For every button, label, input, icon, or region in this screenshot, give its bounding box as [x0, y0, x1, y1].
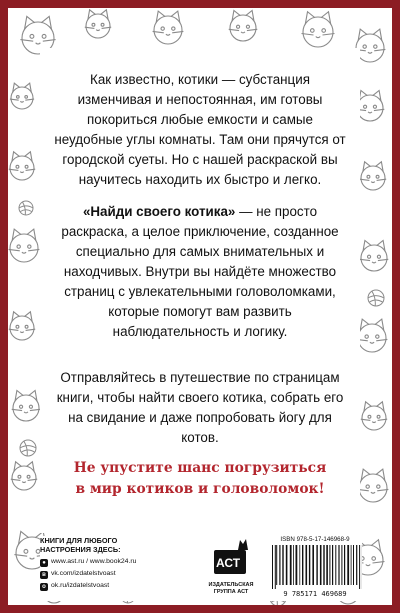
- ok-icon: о: [40, 583, 48, 591]
- cat-doodle: [229, 10, 258, 41]
- yarn-ball-doodle: [19, 201, 33, 215]
- book-title-quote: «Найди своего котика»: [82, 204, 236, 219]
- barcode-bar: [296, 545, 298, 585]
- publisher-logo: [208, 536, 254, 600]
- footer-link-text: ok.ru/izdatelstvoast: [51, 582, 110, 589]
- globe-icon: ●: [40, 559, 48, 567]
- barcode-bar: [332, 545, 333, 585]
- cat-doodle: [9, 229, 40, 262]
- blurb-paragraph-2-text: — не просто раскраска, а целое приключение, созданное специально для самых внимательных и находчивых. Внутри вы найдёте множество страниц с увлекательными головоломками, которые помогут вам развить наблюдательность и логику.: [61, 204, 339, 339]
- barcode-bar: [320, 545, 322, 585]
- slogan: [40, 458, 360, 500]
- barcode-bar: [351, 545, 352, 585]
- blurb-paragraph-1: Как известно, котики — субстанция изменчивая и непостоянная, им готовы покориться любые емкости и самые неудобные углы комнаты. Там они прячутся от городской суеты. Но с нашей раскраской вы научитесь находить их быстро и легко.: [54, 72, 346, 187]
- publisher-footer: [40, 536, 362, 601]
- barcode-bar: [344, 545, 345, 585]
- cat-doodle: [358, 469, 389, 502]
- barcode-bar: [286, 545, 288, 585]
- cat-doodle: [360, 240, 389, 271]
- cat-doodle: [302, 12, 335, 47]
- footer-link-text: vk.com/izdatelstvoast: [51, 570, 116, 577]
- barcode-bar: [302, 545, 303, 585]
- ast-logo-text: АСТ: [215, 556, 241, 570]
- barcode-bar: [341, 545, 342, 585]
- cat-doodle: [12, 390, 41, 421]
- barcode-bar: [326, 545, 328, 585]
- cat-doodle: [9, 312, 35, 340]
- cat-doodle: [153, 11, 184, 44]
- barcode-bar: [290, 545, 292, 585]
- footer-link-text: www.ast.ru / www.book24.ru: [51, 558, 137, 565]
- barcode-bar: [347, 545, 349, 585]
- publisher-label: ИЗДАТЕЛЬСКАЯ ГРУППА АСТ: [208, 582, 254, 595]
- blurb-panel: [40, 48, 360, 533]
- barcode-bar: [335, 545, 336, 585]
- footer-link-website[interactable]: [40, 557, 136, 567]
- vk-icon: в: [40, 571, 48, 579]
- barcode-bar: [316, 545, 317, 585]
- isbn-barcode: [268, 536, 362, 600]
- footer-link-ok[interactable]: [40, 581, 109, 591]
- barcode-bars: [268, 545, 362, 589]
- blurb-paragraph-3: Отправляйтесь в путешествие по страницам книги, чтобы найти своего котика, собрать его на свидание и даже попробовать йогу для котов.: [56, 370, 344, 445]
- footer-link-vk[interactable]: [40, 569, 116, 579]
- barcode-bar: [276, 545, 277, 585]
- barcode-bar: [353, 545, 354, 585]
- barcode-bar: [356, 545, 357, 585]
- cat-doodle: [9, 152, 35, 180]
- barcode-bar: [329, 545, 330, 585]
- barcode-digits: 9 785171 469689: [283, 590, 347, 598]
- barcode-bar: [306, 545, 308, 585]
- barcode-bar: [299, 545, 300, 585]
- yarn-ball-doodle: [368, 290, 384, 306]
- isbn-text: ISBN 978-5-17-146968-9: [280, 536, 350, 543]
- cat-doodle: [11, 462, 37, 490]
- barcode-bar: [282, 545, 283, 585]
- barcode-bar: [338, 545, 339, 585]
- footer-heading: КНИГИ ДЛЯ ЛЮБОГО НАСТРОЕНИЯ ЗДЕСЬ:: [40, 536, 121, 554]
- barcode-bar: [272, 545, 273, 589]
- cat-doodle: [361, 402, 387, 430]
- ast-logo-icon: [208, 536, 254, 582]
- barcode-bar: [293, 545, 294, 585]
- cat-doodle: [85, 10, 111, 38]
- barcode-bar: [309, 545, 310, 585]
- slogan-line-1: Не упустите шанс погрузиться: [73, 460, 327, 476]
- barcode-bar: [323, 545, 324, 585]
- barcode-bar: [279, 545, 280, 585]
- yarn-ball-doodle: [20, 440, 36, 456]
- barcode-bar: [359, 545, 360, 589]
- blurb-paragraph-2: [54, 202, 346, 342]
- cat-doodle: [360, 162, 386, 190]
- barcode-bar: [275, 545, 276, 589]
- barcode-bar: [312, 545, 314, 585]
- cat-doodle: [357, 319, 388, 352]
- cat-doodle: [10, 83, 34, 109]
- slogan-line-2: в мир котиков и головоломок!: [75, 481, 325, 497]
